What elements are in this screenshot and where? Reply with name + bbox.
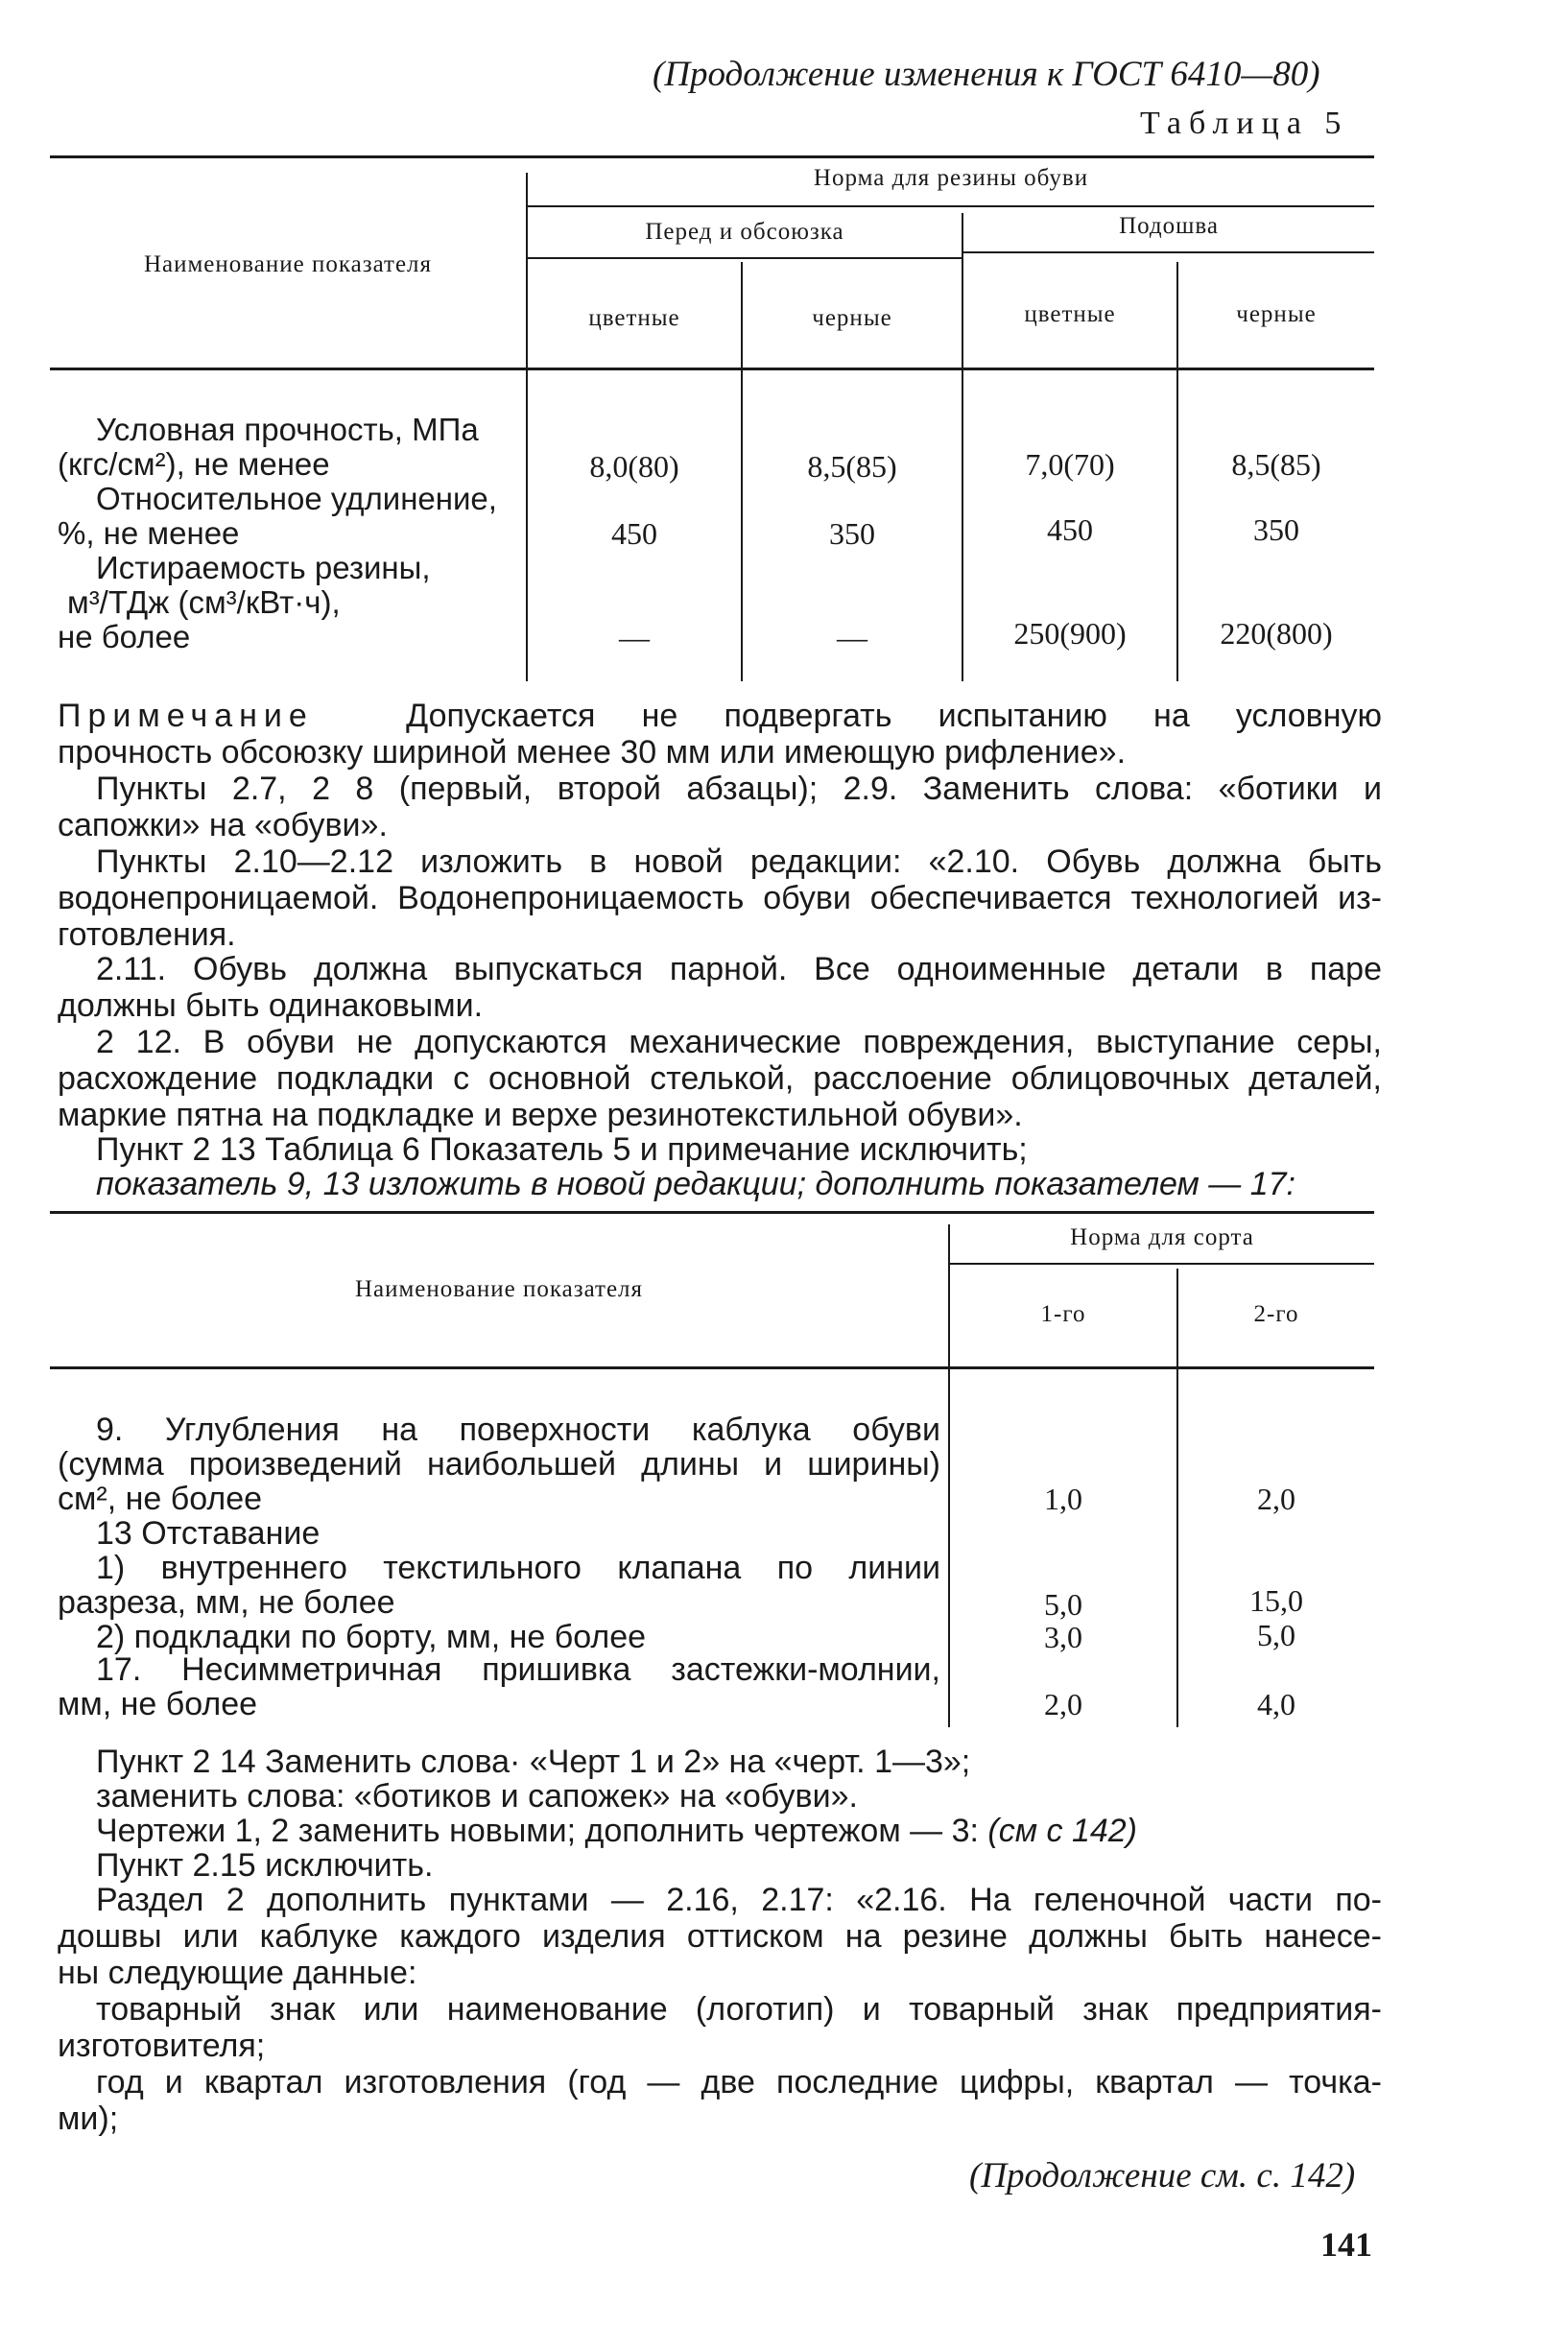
table-6-group-rule — [950, 1263, 1374, 1265]
table-5-cell: 8,5(85) — [807, 449, 897, 484]
paragraph-line: Пункт 2 14 Заменить слова· «Черт 1 и 2» на «черт. 1—3»; — [96, 1744, 971, 1780]
table-6-cell: 2,0 — [1257, 1482, 1295, 1516]
paragraph-line: товарный знак или наименование (логотип) и товарный знак предприятия- — [96, 1991, 1382, 2028]
paragraph-line: сапожки» на «обуви». — [58, 807, 388, 843]
table-5-subgroup-rule — [963, 251, 1374, 253]
paragraph-line: должны быть одинаковыми. — [58, 987, 484, 1024]
table-5-subcol-header: черные — [812, 305, 892, 331]
table-5-cell: 7,0(70) — [1025, 447, 1115, 482]
paragraph-line: 2.11. Обувь должна выпускаться парной. Все одноименные детали в паре — [96, 951, 1382, 987]
paragraph-line: ны следующие данные: — [58, 1955, 417, 1991]
paragraph-line: Пункт 2.15 исключить. — [96, 1847, 434, 1884]
table-6-cell: 1,0 — [1044, 1482, 1082, 1516]
table-5-row-label: Истираемость резины, — [96, 550, 431, 585]
table-5-row-label: Относительное удлинение, — [96, 481, 497, 516]
table-6-cell: 3,0 — [1044, 1620, 1082, 1654]
paragraph-line: маркие пятна на подкладке и верхе резинотекстильной обуви». — [58, 1097, 1023, 1133]
table-6-row-label: 1) внутреннего текстильного клапана по линии — [96, 1550, 940, 1586]
table-6-header-rule — [50, 1366, 1374, 1369]
table-5-cell: 250(900) — [1013, 616, 1127, 651]
paragraph-line: готовления. — [58, 916, 236, 953]
table-6-cell: 2,0 — [1044, 1687, 1082, 1721]
continuation-header: (Продолжение изменения к ГОСТ 6410—80) — [653, 55, 1320, 94]
table-5-subcol-header: черные — [1236, 301, 1317, 327]
paragraph-line: год и квартал изготовления (год — две последние цифры, квартал — точка- — [96, 2064, 1382, 2101]
table-5-top-rule — [50, 155, 1374, 158]
table-6-cell: 5,0 — [1257, 1618, 1295, 1652]
page-number: 141 — [1320, 2225, 1372, 2264]
paragraph-line: 2 12. В обуви не допускаются механические повреждения, выступание серы, — [96, 1024, 1382, 1060]
paragraph-line: Раздел 2 дополнить пунктами — 2.16, 2.17: «2.16. На геленочной части по- — [96, 1882, 1382, 1918]
paragraph-line: ми); — [58, 2101, 119, 2137]
table-6-subcol-header: 2-го — [1253, 1301, 1299, 1327]
table-6-row-label: разреза, мм, не более — [58, 1584, 395, 1621]
table-5-row-label: Условная прочность, МПа — [96, 412, 479, 447]
table-5-subcol-header: цветные — [588, 305, 680, 331]
note-line: Примечание Допускается не подвергать испытанию на условную — [58, 698, 1382, 734]
paragraph-line: Пункт 2 13 Таблица 6 Показатель 5 и примечание исключить; — [96, 1131, 1028, 1168]
table-6-row-label: (сумма произведений наибольшей длины и ширины) — [58, 1446, 940, 1483]
table-5-header-rule — [50, 368, 1374, 370]
table-5-row-label: (кгс/см²), не менее — [58, 446, 330, 482]
table-5-cell: 450 — [611, 516, 657, 551]
table-5-subgroup-header: Подошва — [1119, 213, 1219, 239]
table-5-cell: 8,5(85) — [1231, 447, 1321, 482]
table-5-row-label: не более — [58, 619, 191, 654]
table-6-cell: 4,0 — [1257, 1687, 1295, 1721]
table-6-row-label: 17. Несимметричная пришивка застежки-молнии, — [96, 1651, 940, 1688]
table-5-cell: — — [619, 620, 650, 654]
paragraph-line: Пункты 2.10—2.12 изложить в новой редакции: «2.10. Обувь должна быть — [96, 843, 1382, 880]
table-5-name-header: Наименование показателя — [143, 251, 433, 277]
table-5-cell: — — [837, 620, 867, 654]
paragraph-line: дошвы или каблуке каждого изделия оттиском на резине должны быть нанесе- — [58, 1918, 1382, 1955]
paragraph-line: Чертежи 1, 2 заменить новыми; дополнить чертежом — 3: (см с 142) — [96, 1813, 1137, 1849]
table-5-caption: Таблица 5 — [1140, 106, 1349, 141]
table-5-subgroup-header: Перед и обсоюзка — [645, 219, 844, 245]
table-5-cell: 350 — [1253, 512, 1299, 547]
continuation-footer: (Продолжение см. с. 142) — [969, 2156, 1356, 2195]
table-5-group-rule — [526, 205, 1374, 207]
table-6-row-label: 13 Отставание — [96, 1515, 321, 1552]
table-5-subgroup-rule — [528, 257, 962, 259]
paragraph-line: водонепроницаемой. Водонепроницаемость обуви обеспечивается технологией из- — [58, 880, 1382, 916]
table-5-cell: 220(800) — [1220, 616, 1333, 651]
table-6-subcol-header: 1-го — [1040, 1301, 1086, 1327]
note-line: прочность обсоюзку шириной менее 30 мм или имеющую рифление». — [58, 734, 1127, 771]
table-6-cell: 15,0 — [1249, 1583, 1303, 1618]
paragraph-line: Пункты 2.7, 2 8 (первый, второй абзацы); 2.9. Заменить слова: «ботики и — [96, 771, 1382, 807]
paragraph-line: изготовителя; — [58, 2028, 266, 2064]
paragraph-line: показатель 9, 13 изложить в новой редакции; дополнить показателем — 17: — [96, 1166, 1295, 1202]
table-6-top-rule — [50, 1211, 1374, 1214]
table-5-cell: 350 — [829, 516, 875, 551]
table-6-row-label: см², не более — [58, 1481, 263, 1517]
table-6-cell: 5,0 — [1044, 1587, 1082, 1622]
table-6-name-header: Наименование показателя — [354, 1276, 644, 1302]
table-5-col-divider — [526, 173, 528, 681]
table-5-group-header: Норма для резины обуви — [813, 165, 1089, 191]
table-5-subcol-header: цветные — [1024, 301, 1116, 327]
paragraph-line: расхождение подкладки с основной стелькой, расслоение облицовочных деталей, — [58, 1060, 1382, 1097]
table-6-group-header: Норма для сорта — [1070, 1224, 1254, 1250]
table-5-row-label: м³/ТДж (см³/кВт·ч), — [67, 584, 341, 620]
table-6-row-label: 2) подкладки по борту, мм, не более — [96, 1619, 647, 1655]
table-6-row-label: 9. Углубления на поверхности каблука обуви — [96, 1412, 940, 1448]
table-5-cell: 8,0(80) — [589, 449, 679, 484]
table-5-row-label: %, не менее — [58, 515, 240, 551]
table-6-row-label: мм, не более — [58, 1686, 258, 1722]
table-5-cell: 450 — [1047, 512, 1093, 547]
paragraph-line: заменить слова: «ботиков и сапожек» на «обуви». — [96, 1778, 858, 1815]
